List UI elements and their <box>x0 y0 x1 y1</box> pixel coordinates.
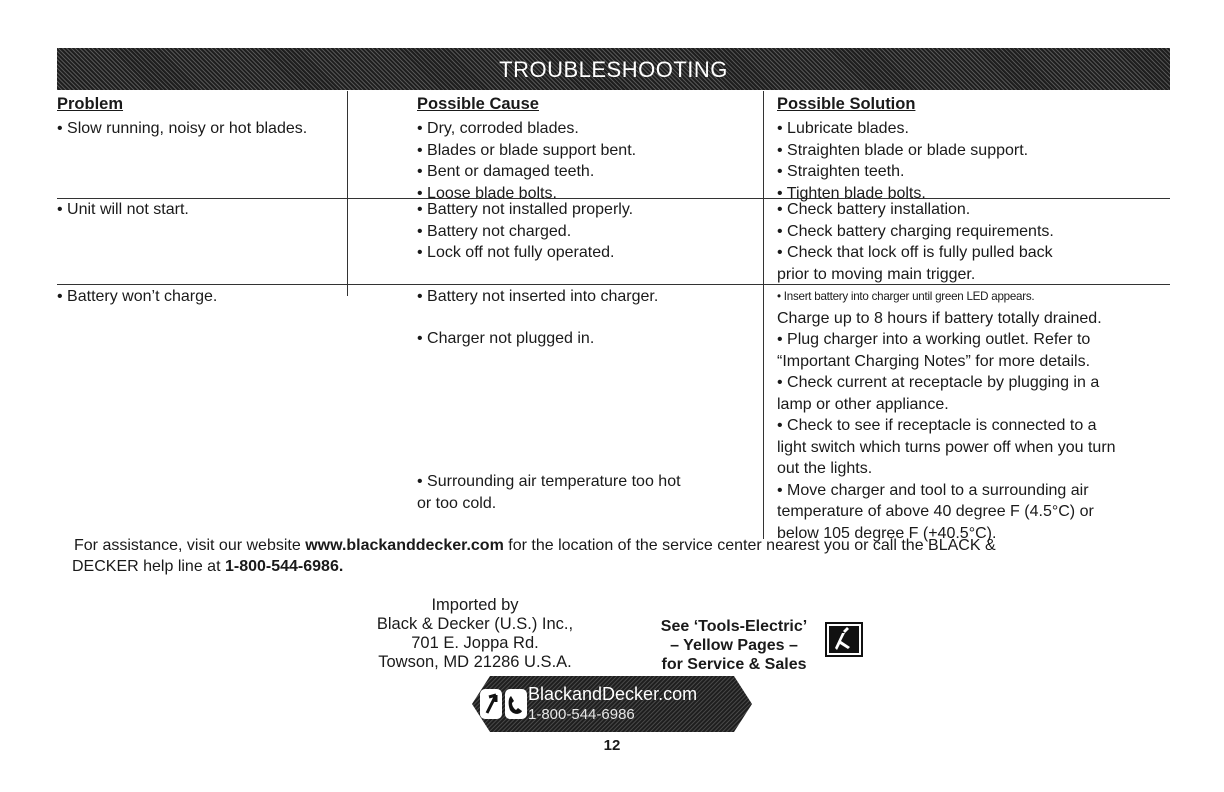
website-link[interactable]: www.blackanddecker.com <box>305 537 504 554</box>
solution-item: • Insert battery into charger until green LED appears. <box>777 290 1035 303</box>
badge-phone: 1-800-544-6986 <box>528 706 635 723</box>
header-problem: Problem <box>57 95 124 113</box>
column-divider <box>347 91 348 296</box>
cause-cell <box>417 118 636 204</box>
cause-cell <box>417 471 681 514</box>
cause-item: • Surrounding air temperature too hot <box>417 473 681 490</box>
problem-cell: • Slow running, noisy or hot blades. <box>57 120 308 137</box>
problem-cell: • Unit will not start. <box>57 201 189 218</box>
solution-item: • Lubricate blades. <box>777 120 909 137</box>
yellow-pages-line: See ‘Tools-Electric’ <box>660 618 808 635</box>
solution-cell <box>777 199 1054 285</box>
troubleshooting-banner <box>57 48 1170 90</box>
importer-line: Imported by <box>431 596 519 614</box>
solution-item: • Check that lock off is fully pulled back <box>777 244 1053 261</box>
cause-item: • Lock off not fully operated. <box>417 244 615 261</box>
yellow-pages-line: for Service & Sales <box>661 656 807 673</box>
cause-item: or too cold. <box>417 494 497 512</box>
solution-item: • Check battery installation. <box>777 201 971 218</box>
importer-line: Towson, MD 21286 U.S.A. <box>378 653 572 671</box>
solution-item: • Move charger and tool to a surrounding air <box>777 481 1089 499</box>
cause-item: • Battery not charged. <box>417 222 572 240</box>
assistance-middle: for the location of the service center nearest you or call the BLACK & <box>503 537 996 554</box>
solution-item: • Straighten blade or blade support. <box>777 141 1029 159</box>
page-number: 12 <box>603 737 621 754</box>
solution-item: prior to moving main trigger. <box>777 265 976 283</box>
solution-item: “Important Charging Notes” for more details. <box>777 352 1091 370</box>
cause-item: • Battery not installed properly. <box>417 201 634 218</box>
banner-title: TROUBLESHOOTING <box>499 57 728 82</box>
solution-item: temperature of above 40 degree F (4.5°C) or <box>777 503 1094 520</box>
phone-icon-tile <box>505 689 527 719</box>
importer-line: 701 E. Joppa Rd. <box>411 634 539 652</box>
solution-item: light switch which turns power off when you turn <box>777 438 1116 456</box>
solution-item: • Tighten blade bolts. <box>777 184 926 202</box>
cause-item: • Blades or blade support bent. <box>417 141 637 159</box>
cause-item: • Battery not inserted into charger. <box>417 288 659 305</box>
cause-item: • Charger not plugged in. <box>417 330 595 347</box>
badge-website: BlackandDecker.com <box>528 684 698 704</box>
cause-item: • Bent or damaged teeth. <box>417 163 595 180</box>
helpline-phone: 1-800-544-6986. <box>224 558 344 575</box>
solution-item: Charge up to 8 hours if battery totally drained. <box>777 309 1102 327</box>
cause-item: • Dry, corroded blades. <box>417 120 579 137</box>
solution-item: • Check to see if receptacle is connected to a <box>777 417 1097 434</box>
yellow-pages-line: – Yellow Pages – <box>670 637 798 654</box>
solution-cell <box>777 286 1116 544</box>
yellow-pages-note <box>630 617 838 674</box>
solution-item: • Straighten teeth. <box>777 163 905 180</box>
header-solution: Possible Solution <box>777 95 916 113</box>
importer-line: Black & Decker (U.S.) Inc., <box>376 615 574 633</box>
assistance-prefix: For assistance, visit our website <box>74 537 306 554</box>
solution-item: • Plug charger into a working outlet. Refer to <box>777 331 1091 348</box>
cause-item: • Loose blade bolts. <box>417 184 557 202</box>
solution-item: • Check current at receptacle by plugging in a <box>777 374 1100 391</box>
column-divider <box>763 91 764 539</box>
solution-item: lamp or other appliance. <box>777 395 949 413</box>
solution-item: out the lights. <box>777 460 873 477</box>
importer-address <box>340 596 610 672</box>
solution-item: • Check battery charging requirements. <box>777 222 1054 240</box>
cause-cell <box>417 199 633 264</box>
assistance-paragraph <box>74 535 996 577</box>
assistance-line2: DECKER help line at <box>72 558 225 575</box>
yellow-pages-walking-fingers-icon <box>823 621 865 659</box>
header-cause: Possible Cause <box>417 95 539 113</box>
problem-cell: • Battery won’t charge. <box>57 288 218 305</box>
solution-item: below 105 degree F (+40.5°C). <box>777 524 997 542</box>
solution-cell <box>777 118 1028 204</box>
